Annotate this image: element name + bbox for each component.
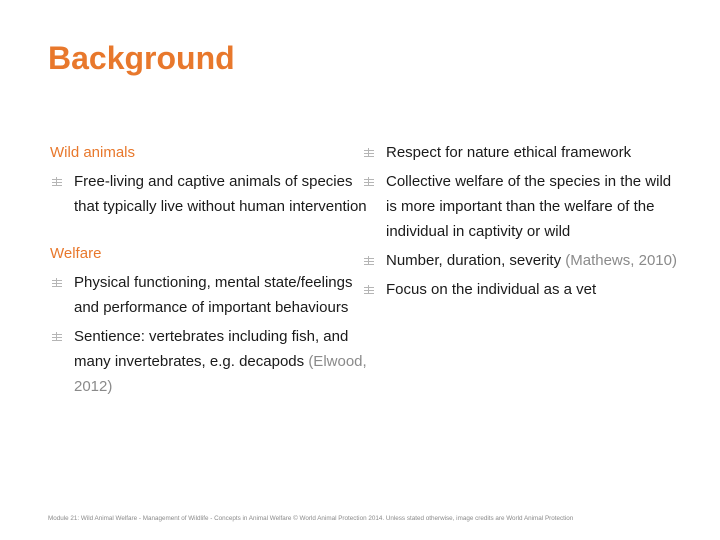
slide-title: Background — [48, 40, 235, 76]
bullet-icon — [52, 278, 62, 287]
right-column — [362, 140, 682, 306]
bullet-icon — [52, 332, 62, 341]
bullet-icon — [364, 148, 374, 157]
list-item-text: Collective welfare of the species in the wild is more important than the welfare of the individual in captivity or wild — [386, 173, 672, 240]
bullet-icon — [364, 177, 374, 186]
citation: (Elwood, 2012) — [74, 353, 367, 395]
list-item — [50, 169, 370, 219]
list-item-text: Sentience: vertebrates including fish, and many invertebrates, e.g. decapods — [74, 328, 349, 370]
bullet-icon — [364, 285, 374, 294]
citation: (Mathews, 2010) — [565, 252, 677, 269]
bullet-icon — [364, 256, 374, 265]
list-item — [362, 248, 682, 273]
right-list — [362, 140, 682, 302]
bullet-icon — [52, 177, 62, 186]
list-item — [362, 277, 682, 302]
list-item — [362, 140, 682, 165]
list-item-text: Number, duration, severity — [386, 252, 566, 269]
welfare-heading: Welfare — [50, 245, 102, 262]
list-item — [362, 169, 682, 244]
welfare-list — [50, 270, 370, 399]
list-item-text: Respect for nature ethical framework — [386, 144, 632, 161]
list-item — [50, 270, 370, 320]
wild-animals-heading: Wild animals — [50, 144, 136, 161]
wild-animals-list — [50, 169, 370, 219]
left-column — [50, 140, 370, 403]
list-item-text: Physical functioning, mental state/feelings and performance of important behaviours — [74, 274, 353, 316]
slide-footer: Module 21: Wild Animal Welfare - Management of Wildlife - Concepts in Animal Welfare © World Animal Protection 2014. Unless stated otherwise, image credits are World Animal Protection — [48, 515, 574, 522]
list-item — [50, 324, 370, 399]
list-item-text: Focus on the individual as a vet — [386, 281, 597, 298]
list-item-text: Free-living and captive animals of species that typically live without human intervention — [74, 173, 367, 215]
